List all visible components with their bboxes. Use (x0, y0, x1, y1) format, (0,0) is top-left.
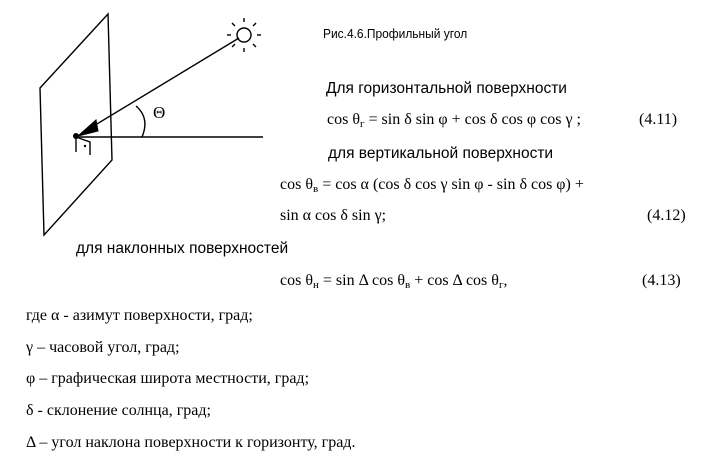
formula-number-4-11: (4.11) (639, 111, 678, 128)
arrow-head (78, 120, 98, 136)
profile-angle-figure (0, 0, 300, 245)
heading-inclined: для наклонных поверхностей (76, 240, 289, 257)
legend-line: где α - азимут поверхности, град; (26, 307, 253, 324)
right-angle-mark (76, 137, 90, 155)
legend-line: φ – графическая широта местности, град; (26, 370, 310, 387)
plane-outline (40, 14, 112, 235)
angle-arc (136, 106, 145, 137)
formula-4-11: $\cos \theta_г = \sin \delta$ sin φ + cos δ cos φ cos γ ; (327, 111, 581, 130)
legend-line: δ - склонение солнца, град; (26, 402, 211, 419)
formula-number-4-12: (4.12) (647, 207, 686, 224)
figure-caption: Рис.4.6.Профильный угол (323, 26, 468, 41)
legend-line: Δ – угол наклона поверхности к горизонту, град. (26, 434, 356, 451)
formula-4-13: $\cos \theta_н = \sin \Delta$ $\cos \theta_в + \cos \Delta$ $\cos \theta_г$, (280, 272, 508, 291)
heading-horizontal: Для горизонтальной поверхности (326, 80, 567, 97)
formula-number-4-13: (4.13) (642, 272, 681, 289)
heading-vertical: для вертикальной поверхности (328, 145, 554, 162)
sun-icon (227, 18, 261, 52)
legend-line: γ – часовой угол, град; (26, 339, 180, 356)
angle-label: Θ (153, 103, 166, 122)
formula-4-12-line1: $\cos \theta_в = \cos \alpha$ (cos δ cos γ sin φ - sin δ cos φ) + (280, 176, 584, 195)
formula-4-12-line2: sin α cos δ sin γ; (280, 207, 387, 224)
origin-point (73, 133, 79, 139)
normal-dot (84, 145, 86, 147)
